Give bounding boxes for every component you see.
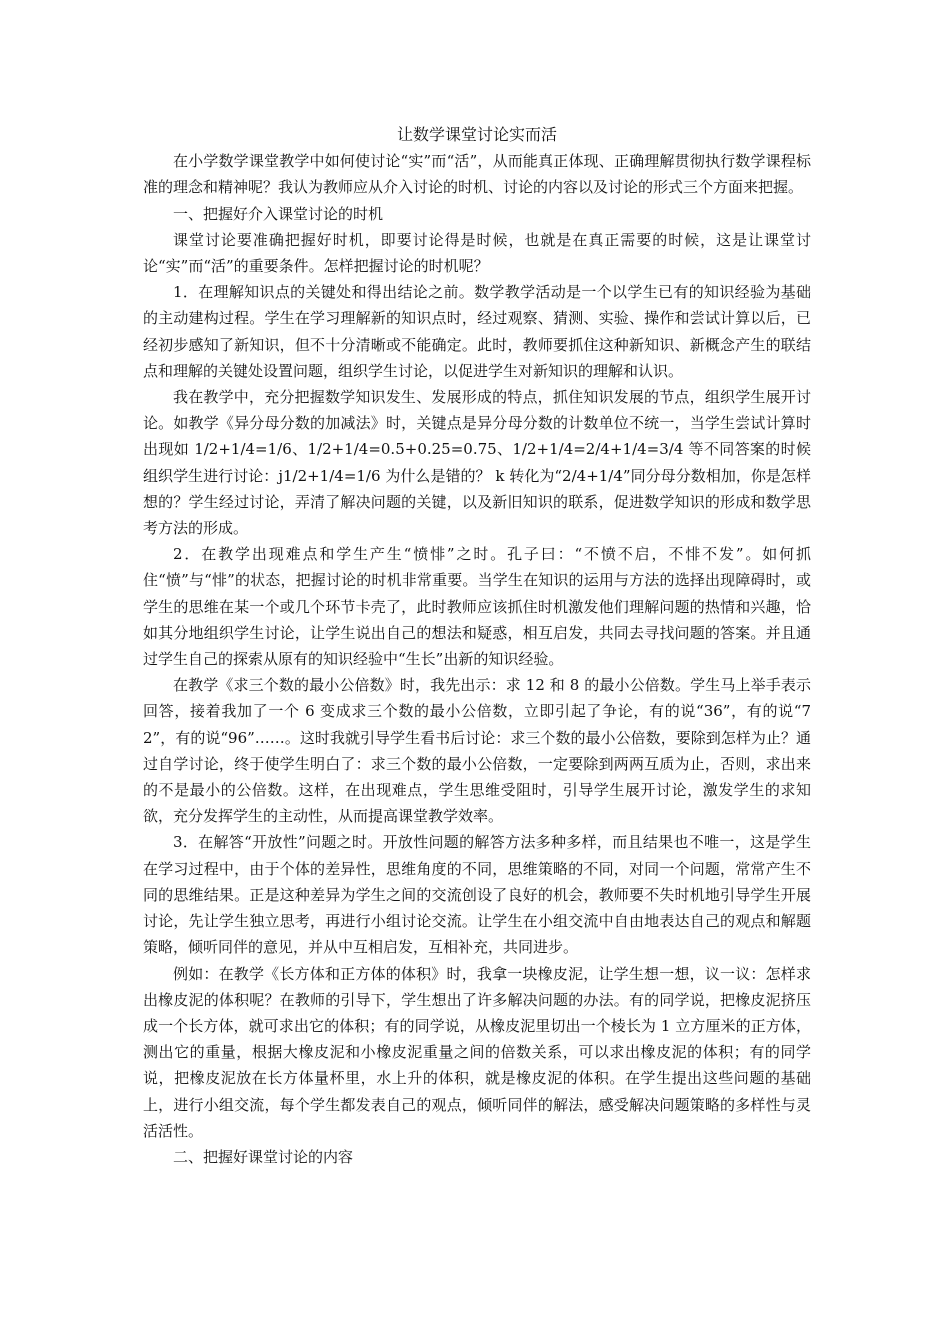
body-paragraph: 我在教学中，充分把握数学知识发生、发展形成的特点，抓住知识发展的节点，组织学生展开讨论。如教学《异分母分数的加减法》时，关键点是异分母分数的计数单位不统一，当学生尝试计算时出现如 1/2+1/4=1/6、1/2+1/4=0.5+0.25=0.75、1/2+1/4=2/4+1/4=3/4 等不同答案的时候组织学生进行讨论：j1/2+1/4=1/6 为什么是错的？ k 转化为“2/4+1/4”同分母分数相加，你是怎样想的？学生经过讨论，弄清了解决问题的关键，以及新旧知识的联系，促进数学知识的形成和数学思考方法的形成。	[143, 388, 811, 538]
section-heading-2: 二、把握好课堂讨论的内容	[173, 1147, 354, 1166]
intro-paragraph: 在小学数学课堂教学中如何使讨论“实”而“活”，从而能真正体现、正确理解贯彻执行数学课程标准的理念和精神呢？我认为教师应从介入讨论的时机、讨论的内容以及讨论的形式三个方面来把握。	[143, 152, 811, 197]
body-paragraph: 3．在解答“开放性”问题之时。开放性问题的解答方法多种多样，而且结果也不唯一，这是学生在学习过程中，由于个体的差异性，思维角度的不同，思维策略的不同，对同一个问题，常常产生不同的思维结果。正是这种差异为学生之间的交流创设了良好的机会，教师要不失时机地引导学生开展讨论，先让学生独立思考，再进行小组讨论交流。让学生在小组交流中自由地表达自己的观点和解题策略，倾听同伴的意见，并从中互相启发，互相补充，共同进步。	[143, 833, 811, 957]
body-paragraph: 2．在教学出现难点和学生产生“愤悱”之时。孔子曰：“不愤不启，不悱不发”。如何抓住“愤”与“悱”的状态，把握讨论的时机非常重要。当学生在知识的运用与方法的选择出现障碍时，或学生的思维在某一个或几个环节卡壳了，此时教师应该抓住时机激发他们理解问题的热情和兴趣，恰如其分地组织学生讨论，让学生说出自己的想法和疑惑，相互启发，共同去寻找问题的答案。并且通过学生自己的探索从原有的知识经验中“生长”出新的知识经验。	[143, 545, 811, 669]
body-paragraph: 例如：在教学《长方体和正方体的体积》时，我拿一块橡皮泥，让学生想一想，议一议：怎样求出橡皮泥的体积呢？在教师的引导下，学生想出了许多解决问题的办法。有的同学说，把橡皮泥挤压成一个长方体，就可求出它的体积；有的同学说，从橡皮泥里切出一个棱长为 1 立方厘米的正方体，测出它的重量，根据大橡皮泥和小橡皮泥重量之间的倍数关系，可以求出橡皮泥的体积；有的同学说，把橡皮泥放在长方体量杯里，水上升的体积，就是橡皮泥的体积。在学生提出这些问题的基础上，进行小组交流，每个学生都发表自己的观点，倾听同伴的解法，感受解决问题策略的多样性与灵活活性。	[143, 964, 811, 1140]
section-heading-1: 一、把握好介入课堂讨论的时机	[173, 204, 384, 223]
body-paragraph: 1．在理解知识点的关键处和得出结论之前。数学教学活动是一个以学生已有的知识经验为基础的主动建构过程。学生在学习理解新的知识点时，经过观察、猜测、实验、操作和尝试计算以后，已经初步感知了新知识，但不十分清晰或不能确定。此时，教师要抓住这种新知识、新概念产生的联结点和理解的关键处设置问题，组织学生讨论，以促进学生对新知识的理解和认识。	[143, 283, 811, 380]
body-paragraph: 课堂讨论要准确把握好时机，即要讨论得是时候，也就是在真正需要的时候，这是让课堂讨论“实”而“活”的重要条件。怎样把握讨论的时机呢？	[143, 230, 811, 276]
document-page	[143, 122, 811, 1170]
document-title: 让数学课堂讨论实而活	[396, 125, 557, 144]
body-paragraph: 在教学《求三个数的最小公倍数》时，我先出示：求 12 和 8 的最小公倍数。学生马上举手表示回答，接着我加了一个 6 变成求三个数的最小公倍数，立即引起了争论，有的说“36”，有的说“72”，有的说“96”……。这时我就引导学生看书后讨论：求三个数的最小公倍数，要除到怎样为止？通过自学讨论，终于使学生明白了：求三个数的最小公倍数，一定要除到两两互质为止，否则，求出来的不是最小的公倍数。这样，在出现难点，学生思维受阻时，引导学生展开讨论，激发学生的求知欲，充分发挥学生的主动性，从而提高课堂教学效率。	[143, 676, 811, 826]
